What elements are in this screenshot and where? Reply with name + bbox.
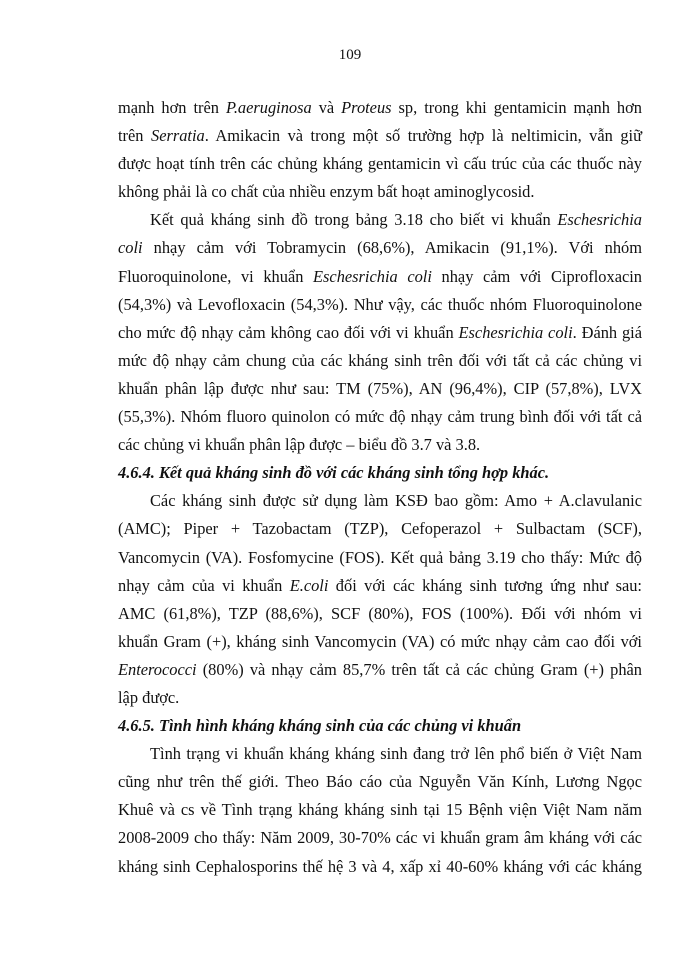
- paragraph-resistance-situation: [118, 740, 642, 880]
- text-line: khuẩn Gram (+), kháng sinh Vancomycin (VA) có mức nhạy cảm cao đối với: [118, 631, 642, 651]
- text-line: AMC (61,8%), TZP (88,6%), SCF (80%), FOS (100%). Đối với nhóm vi: [118, 603, 642, 623]
- text-line: cho mức độ nhạy cảm không cao đối với vi khuẩn Eschesrichia coli. Đánh giá: [118, 322, 642, 342]
- text-line: Enterococci (80%) và nhạy cảm 85,7% trên tất cả các chủng Gram (+) phân: [118, 659, 642, 679]
- text-line: nhạy cảm của vi khuẩn E.coli đối với các kháng sinh tương ứng như sau:: [118, 575, 642, 595]
- paragraph-aminoglycoside: [118, 94, 642, 206]
- paragraph-synthetic-antibiotics: [118, 487, 642, 712]
- text-line: Kết quả kháng sinh đồ trong bảng 3.18 cho biết vi khuẩn Eschesrichia: [150, 210, 642, 230]
- text-line: (54,3%) và Levofloxacin (54,3%). Như vậy, các thuốc nhóm Fluoroquinolone: [118, 294, 642, 314]
- section-heading-4-6-5: [118, 712, 642, 740]
- text-line: trên Serratia. Amikacin và trong một số trường hợp là neltimicin, vẫn giữ: [118, 126, 642, 146]
- text-line: các chủng vi khuẩn phân lập được – biểu đồ 3.7 và 3.8.: [118, 435, 481, 455]
- text-line: được hoạt tính trên các chủng kháng gentamicin vì cấu trúc của các thuốc này: [118, 154, 642, 174]
- text-line: lập được.: [118, 687, 180, 707]
- text-line: mức độ nhạy cảm chung của các kháng sinh trên đối với tất cả các chủng vi: [118, 350, 642, 370]
- text-line: cũng như trên thế giới. Theo Báo cáo của Nguyễn Văn Kính, Lương Ngọc: [118, 772, 642, 792]
- heading-text: 4.6.5. Tình hình kháng kháng sinh của các chủng vi khuẩn: [118, 716, 522, 736]
- document-body: [118, 94, 642, 881]
- text-line: khuẩn phân lập được như sau: TM (75%), AN (96,4%), CIP (57,8%), LVX: [118, 378, 642, 398]
- section-heading-4-6-4: [118, 459, 642, 487]
- text-line: mạnh hơn trên P.aeruginosa và Proteus sp, trong khi gentamicin mạnh hơn: [118, 98, 642, 117]
- heading-text: 4.6.4. Kết quả kháng sinh đồ với các kháng sinh tổng hợp khác.: [118, 463, 550, 483]
- text-line: Vancomycin (VA). Fosfomycine (FOS). Kết quả bảng 3.19 cho thấy: Mức độ: [118, 547, 642, 567]
- text-line: (55,3%). Nhóm fluoro quinolon có mức độ nhạy cảm trung bình đối với tất cả: [118, 407, 642, 427]
- text-line: coli nhạy cảm với Tobramycin (68,6%), Amikacin (91,1%). Với nhóm: [118, 238, 642, 258]
- text-line: Fluoroquinolone, vi khuẩn Eschesrichia coli nhạy cảm với Ciprofloxacin: [118, 266, 642, 286]
- text-line: Các kháng sinh được sử dụng làm KSĐ bao gồm: Amo + A.clavulanic: [150, 491, 642, 511]
- text-line: Tình trạng vi khuẩn kháng kháng sinh đang trở lên phổ biến ở Việt Nam: [150, 744, 642, 764]
- text-line: 2008-2009 cho thấy: Năm 2009, 30-70% các vi khuẩn gram âm kháng với các: [118, 828, 642, 848]
- paragraph-ecoli-results: [118, 206, 642, 459]
- page-number: 109: [338, 47, 362, 63]
- text-line: (AMC); Piper + Tazobactam (TZP), Cefoperazol + Sulbactam (SCF),: [118, 519, 642, 539]
- text-line: Khuê và cs về Tình trạng kháng kháng sinh tại 15 Bệnh viện Việt Nam năm: [118, 800, 642, 820]
- text-line: kháng sinh Cephalosporins thế hệ 3 và 4, xấp xỉ 40-60% kháng với các kháng: [118, 856, 642, 876]
- text-line: không phải là co chất của nhiều enzym bất hoạt aminoglycosid.: [118, 182, 535, 202]
